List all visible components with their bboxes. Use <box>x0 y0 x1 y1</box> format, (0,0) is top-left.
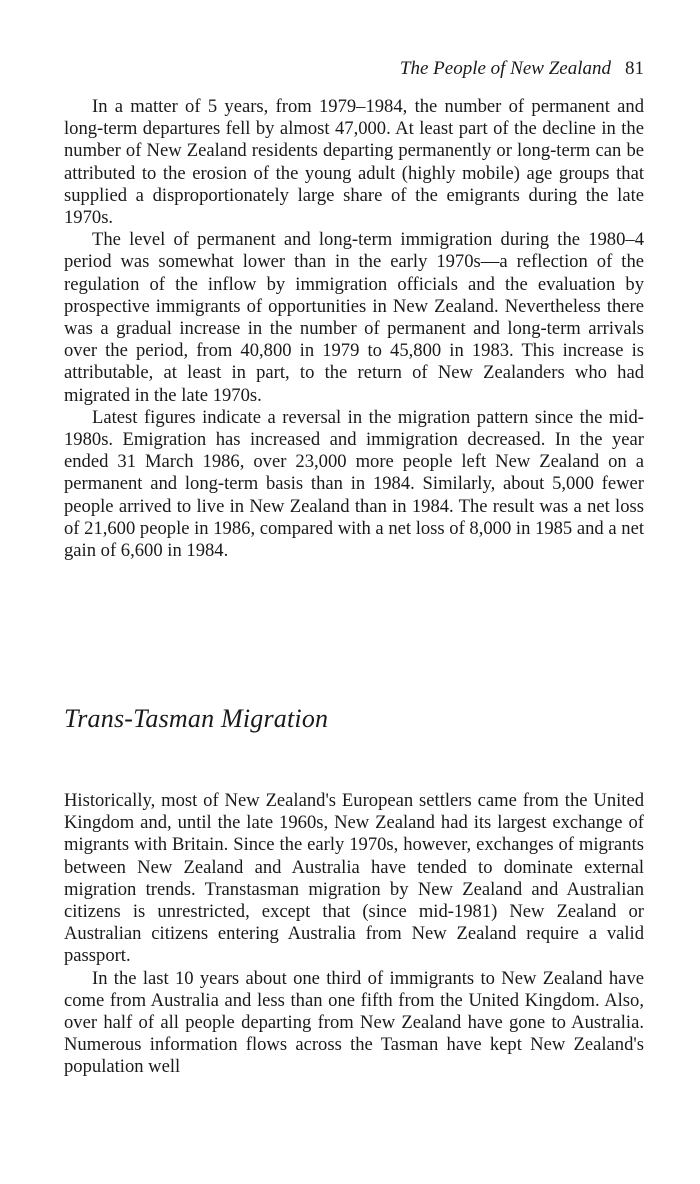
paragraph: In a matter of 5 years, from 1979–1984, the number of permanent and long-term departures fell by almost 47,000. At least part of the decline in the number of New Zealand residents departing permanently or long-term can be attributed to the erosion of the young adult (highly mobile) age groups that supplied a disproportionately large share of the emigrants during the late 1970s. <box>64 96 644 229</box>
body-text-section <box>64 790 644 1079</box>
paragraph: The level of permanent and long-term immigration during the 1980–4 period was somewhat lower than in the early 1970s—a reflection of the regulation of the inflow by immigration officials and the evaluation by prospective immigrants of opportunities in New Zealand. Nevertheless there was a gradual increase in the number of permanent and long-term arrivals over the period, from 40,800 in 1979 to 45,800 in 1983. This increase is attributable, at least in part, to the return of New Zealanders who had migrated in the late 1970s. <box>64 229 644 406</box>
running-head <box>400 57 644 81</box>
paragraph: Latest figures indicate a reversal in the migration pattern since the mid-1980s. Emigration has increased and immigration decreased. In the year ended 31 March 1986, over 23,000 more people left New Zealand on a permanent and long-term basis than in 1984. Similarly, about 5,000 fewer people arrived to live in New Zealand than in 1984. The result was a net loss of 21,600 people in 1986, compared with a net loss of 8,000 in 1985 and a net gain of 6,600 in 1984. <box>64 406 644 562</box>
running-title: The People of New Zealand <box>399 58 611 79</box>
paragraph: Historically, most of New Zealand's European settlers came from the United Kingdom and, until the late 1960s, New Zealand had its largest exchange of migrants with Britain. Since the early 1970s, however, exchanges of migrants between New Zealand and Australia have tended to dominate external migration trends. Transtasman migration by New Zealand and Australian citizens is unrestricted, except that (since mid-1981) New Zealand or Australian citizens entering Australia from New Zealand require a valid passport. <box>64 790 644 967</box>
page-number: 81 <box>625 58 644 79</box>
body-text-top <box>64 96 644 562</box>
book-page <box>64 0 644 1184</box>
section-heading: Trans-Tasman Migration <box>64 704 329 733</box>
paragraph: In the last 10 years about one third of immigrants to New Zealand have come from Australia and less than one fifth from the United Kingdom. Also, over half of all people departing from New Zealand have gone to Australia. Numerous information flows across the Tasman have kept New Zealand's population well <box>64 967 644 1078</box>
